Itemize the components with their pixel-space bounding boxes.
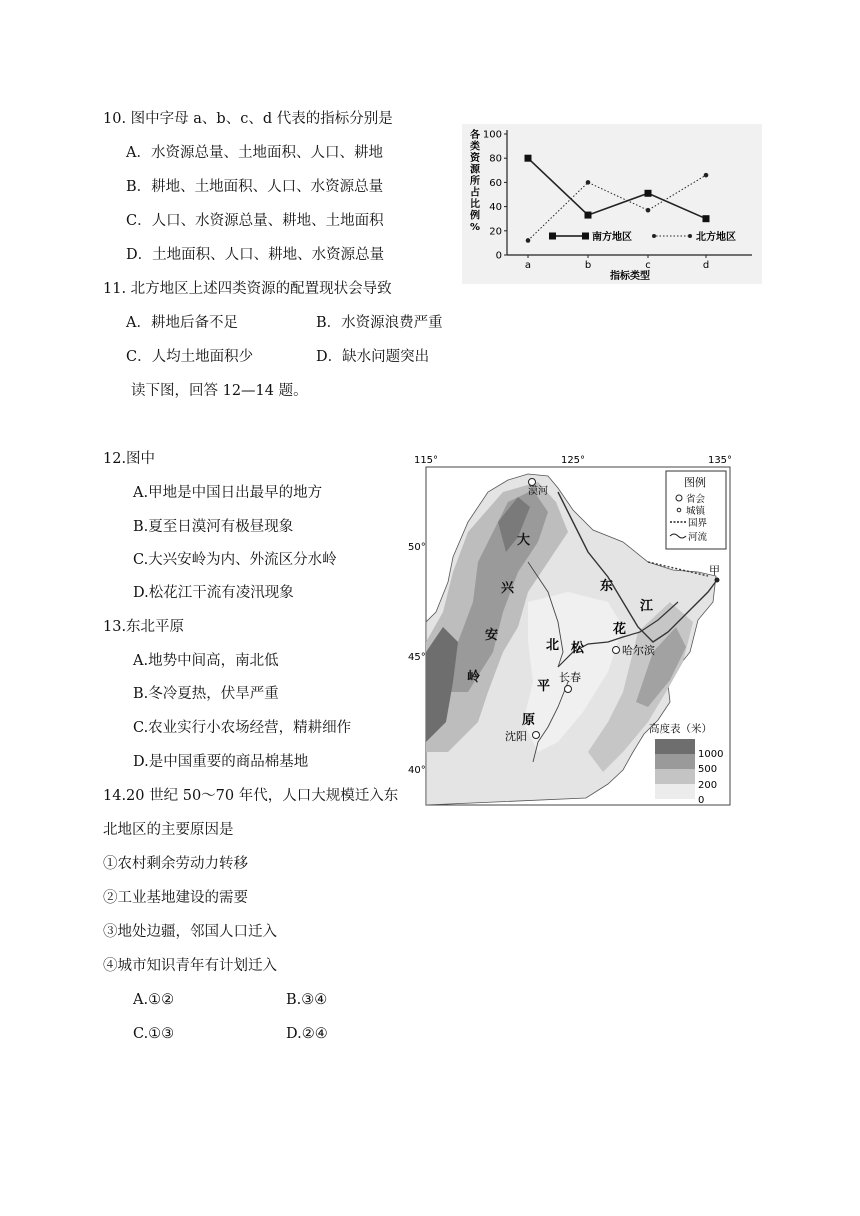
- q10-option-a: A．水资源总量、土地面积、人口、耕地: [126, 145, 383, 161]
- chart-ytick-label: 60: [489, 177, 502, 189]
- legend-town-icon: [677, 508, 681, 512]
- chart-point-2: [646, 208, 651, 213]
- q14-option-b: B.③④: [286, 992, 328, 1008]
- elev-swatch-500: [655, 754, 695, 769]
- q10-stem: 10. 图中字母 a、b、c、d 代表的指标分别是: [103, 111, 393, 127]
- q14-item-1: ①农村剩余劳动力转移: [103, 856, 248, 872]
- q13-option-d: D.是中国重要的商品棉基地: [133, 754, 309, 770]
- point-jia-label: 甲: [709, 564, 720, 577]
- q12-option-a: A.甲地是中国日出最早的地方: [133, 485, 323, 501]
- lon-label-115: 115°: [413, 455, 439, 466]
- chart-xtick-label: d: [702, 260, 710, 271]
- chart-ytick-label: 40: [489, 202, 502, 214]
- chart-point-2: [704, 173, 709, 178]
- range-char-2: 兴: [501, 581, 515, 596]
- chart-ylabel-char: 源: [470, 164, 480, 176]
- chart-xlabel: 指标类型: [610, 271, 650, 282]
- legend-south-label: 南方地区: [592, 232, 632, 243]
- q10-option-b: B．耕地、土地面积、人口、水资源总量: [126, 179, 384, 195]
- legend-north-marker: [688, 234, 692, 238]
- city-harbin: 哈尔滨: [622, 644, 655, 657]
- legend-border-label: 国界: [688, 518, 708, 529]
- elev-title: 高度表（米）: [649, 723, 712, 735]
- q11-stem: 11. 北方地区上述四类资源的配置现状会导致: [103, 281, 392, 297]
- q12-option-b: B.夏至日漠河有极昼现象: [133, 519, 294, 535]
- region-char-1: 东: [600, 579, 614, 594]
- lon-label-125: 125°: [560, 455, 586, 466]
- chart-point-1: [585, 212, 592, 219]
- chart-ytick-label: 80: [489, 153, 502, 165]
- q12-stem: 12.图中: [103, 451, 156, 467]
- chart-ylabel: [469, 128, 481, 233]
- q11-option-d: D．缺水问题突出: [316, 349, 430, 365]
- q10-option-c: C．人口、水资源总量、耕地、土地面积: [126, 213, 384, 229]
- range-char-1: 大: [517, 533, 531, 548]
- legend-town-label: 城镇: [686, 506, 706, 517]
- chart-ylabel-char: %: [470, 222, 481, 233]
- q14-item-4: ④城市知识青年有计划迁入: [103, 958, 277, 974]
- range-char-4: 岭: [467, 670, 481, 685]
- region-char-3: 平: [537, 679, 551, 694]
- legend-north-marker: [652, 234, 656, 238]
- point-jia-marker: [715, 578, 720, 583]
- q14-item-2: ②工业基地建设的需要: [103, 890, 248, 906]
- chart-ylabel-char: 例: [470, 210, 480, 222]
- q10-option-d: D．土地面积、人口、耕地、水资源总量: [126, 247, 385, 263]
- city-changchun: 长春: [559, 671, 581, 684]
- q14-option-c: C.①③: [133, 1026, 175, 1042]
- lat-label-40: 40°: [408, 765, 426, 776]
- resource-chart: [462, 124, 762, 284]
- chart-ylabel-char: 所: [470, 176, 480, 187]
- river-char-2: 花: [613, 622, 627, 637]
- chart-xtick-label: c: [645, 260, 651, 271]
- chart-point-2: [586, 180, 591, 185]
- chart-ytick-label: 0: [495, 250, 502, 262]
- elev-swatch-200: [655, 769, 695, 784]
- lat-label-45: 45°: [408, 652, 426, 663]
- river-char-3: 江: [640, 599, 654, 614]
- q14-stem-line2: 北地区的主要原因是: [103, 822, 234, 838]
- shenyang-marker: [533, 732, 540, 739]
- q11-option-c: C．人均土地面积少: [126, 349, 254, 365]
- changchun-marker: [565, 686, 572, 693]
- map-legend-title: 图例: [684, 476, 706, 489]
- elev-label-500: 500: [698, 764, 718, 775]
- region-char-4: 原: [522, 713, 536, 728]
- chart-ylabel-char: 占: [470, 187, 480, 199]
- q14-option-d: D.②④: [286, 1026, 328, 1042]
- intro-12-14: 读下图，回答 12—14 题。: [131, 383, 308, 399]
- region-char-2: 北: [546, 638, 560, 653]
- lon-label-135: 135°: [707, 455, 733, 466]
- city-mohe: 漠河: [528, 486, 548, 497]
- q13-option-b: B.冬冷夏热，伏旱严重: [133, 686, 279, 702]
- q13-option-a: A.地势中间高，南北低: [133, 653, 279, 669]
- q12-option-d: D.松花江干流有凌汛现象: [133, 585, 294, 601]
- q11-option-a: A．耕地后备不足: [126, 315, 238, 331]
- q12-option-c: C.大兴安岭为内、外流区分水岭: [133, 552, 337, 568]
- range-char-3: 安: [485, 628, 499, 643]
- elev-label-0: 0: [698, 795, 705, 806]
- river-char-1: 松: [571, 641, 585, 656]
- harbin-marker: [613, 647, 620, 654]
- northeast-map-svg: [408, 452, 738, 812]
- chart-xtick-label: a: [524, 260, 532, 271]
- chart-ylabel-char: 类: [470, 141, 480, 153]
- northeast-map: [408, 452, 738, 812]
- q14-stem-line1: 14.20 世纪 50～70 年代，人口大规模迁入东: [103, 788, 399, 804]
- chart-point-1: [525, 155, 532, 162]
- q13-stem: 13.东北平原: [103, 619, 185, 635]
- q13-option-c: C.农业实行小农场经营，精耕细作: [133, 720, 352, 736]
- chart-ylabel-char: 比: [470, 199, 480, 210]
- chart-point-1: [645, 190, 652, 197]
- q14-option-a: A.①②: [133, 992, 175, 1008]
- chart-ytick-label: 20: [489, 226, 502, 238]
- elev-swatch-1000: [655, 739, 695, 754]
- legend-north-label: 北方地区: [696, 232, 736, 243]
- q14-item-3: ③地处边疆，邻国人口迁入: [103, 924, 277, 940]
- legend-capital-icon: [676, 495, 682, 501]
- lat-label-50: 50°: [408, 542, 426, 553]
- chart-point-2: [526, 238, 531, 243]
- chart-xtick-label: b: [584, 260, 592, 271]
- elev-swatch-0: [655, 784, 695, 799]
- city-shenyang: 沈阳: [505, 730, 527, 743]
- elev-label-200: 200: [698, 780, 718, 791]
- chart-series-line-1: [528, 158, 706, 219]
- q11-option-b: B．水资源浪费严重: [316, 315, 443, 331]
- chart-point-1: [703, 215, 710, 222]
- legend-river-label: 河流: [688, 532, 708, 543]
- mohe-marker: [529, 479, 536, 486]
- legend-south-marker: [549, 233, 556, 240]
- chart-ytick-label: 100: [482, 129, 502, 141]
- legend-capital-label: 省会: [686, 494, 706, 505]
- elev-label-1000: 1000: [698, 749, 724, 760]
- chart-ylabel-char: 资: [470, 153, 480, 164]
- resource-chart-svg: [462, 124, 762, 284]
- chart-ylabel-char: 各: [470, 130, 480, 141]
- legend-south-marker: [582, 233, 589, 240]
